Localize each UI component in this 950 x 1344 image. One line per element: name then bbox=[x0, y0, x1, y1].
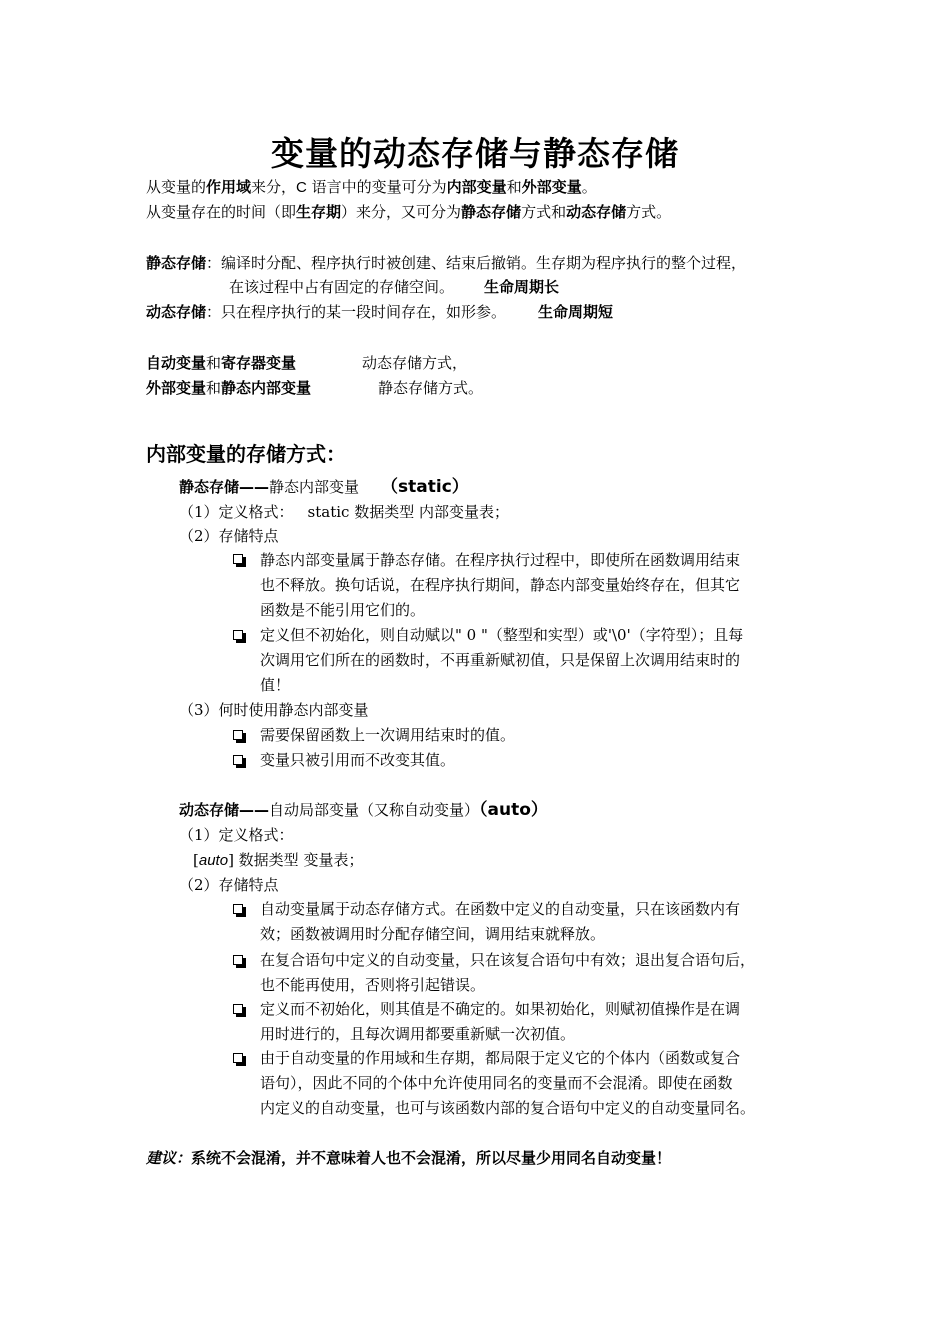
term-external-var: 外部变量 bbox=[146, 379, 207, 397]
static-def-format bbox=[179, 502, 509, 522]
intro-text: 和 bbox=[506, 178, 522, 196]
colon: ： bbox=[206, 254, 222, 272]
bullet-line: 语句），因此不同的个体中允许使用同名的变量而不会混淆。即使在函数 bbox=[260, 1074, 733, 1092]
static-def-label: 静态存储 bbox=[146, 254, 207, 272]
static-bullet-2 bbox=[260, 623, 810, 698]
intro-line-2 bbox=[146, 202, 671, 222]
colon: ： bbox=[206, 303, 222, 321]
checkbox-bullet-icon bbox=[233, 1004, 243, 1014]
dynamic-def-text: 只在程序执行的某一段时间存在，如形参。 bbox=[221, 303, 507, 321]
dynamic-def-format-code bbox=[193, 850, 363, 871]
when-bullet-1: 需要保留函数上一次调用结束时的值。 bbox=[260, 726, 516, 744]
dynamic-def-format-label: （1）定义格式： bbox=[179, 826, 294, 844]
static-def-text: 在该过程中占有固定的存储空间。 bbox=[229, 278, 455, 296]
bullet-line: 用时进行的，且每次调用都要重新赋一次初值。 bbox=[260, 1025, 576, 1043]
checkbox-bullet-icon bbox=[233, 955, 243, 965]
dynamic-features-label: （2）存储特点 bbox=[179, 876, 279, 894]
static-def-line-1 bbox=[146, 253, 746, 273]
mapping-row-1 bbox=[146, 353, 296, 373]
static-bullet-1 bbox=[260, 548, 810, 623]
mapping-result-2: 静态存储方式。 bbox=[378, 379, 484, 397]
mapping-result-1: 动态存储方式， bbox=[362, 354, 468, 372]
term-lifetime: 生存期 bbox=[296, 203, 342, 221]
dynamic-bullet-2 bbox=[260, 948, 810, 998]
bullet-line: 自动变量属于动态存储方式。在函数中定义的自动变量，只在该函数内有 bbox=[260, 900, 741, 918]
bullet-line: 由于自动变量的作用域和生存期，都局限于定义它的个体内（函数或复合 bbox=[260, 1049, 741, 1067]
intro-text: C bbox=[296, 179, 307, 196]
checkbox-bullet-icon bbox=[233, 755, 243, 765]
static-keyword: （static） bbox=[381, 477, 469, 497]
def-format-code: static 数据类型 内部变量表； bbox=[307, 503, 509, 521]
term-external-var: 外部变量 bbox=[521, 178, 582, 196]
bracket: [ bbox=[193, 851, 199, 869]
bullet-line: 静态内部变量属于静态存储。在程序执行过程中，即使所在函数调用结束 bbox=[260, 551, 741, 569]
advice-line bbox=[146, 1148, 671, 1168]
intro-text: 方式。 bbox=[626, 203, 672, 221]
when-bullet-2: 变量只被引用而不改变其值。 bbox=[260, 751, 456, 769]
dynamic-keyword: （auto） bbox=[479, 800, 548, 820]
def-code-rest: ] 数据类型 变量表； bbox=[228, 851, 364, 869]
dynamic-bullet-4 bbox=[260, 1046, 810, 1121]
static-def-text: 编译时分配、程序执行时被创建、结束后撤销。生存期为程序执行的整个过程， bbox=[221, 254, 747, 272]
section-heading: 内部变量的存储方式： bbox=[146, 442, 346, 466]
auto-keyword: auto bbox=[198, 852, 229, 869]
bullet-line: 函数是不能引用它们的。 bbox=[260, 601, 426, 619]
intro-text: 从变量的 bbox=[146, 178, 207, 196]
bullet-line: 也不能再使用，否则将引起错误。 bbox=[260, 976, 486, 994]
bullet-line: 内定义的自动变量，也可与该函数内部的复合语句中定义的自动变量同名。 bbox=[260, 1099, 756, 1117]
bullet-line: 定义而不初始化，则其值是不确定的。如果初始化，则赋初值操作是在调 bbox=[260, 1000, 741, 1018]
advice-label: 建议： bbox=[146, 1149, 192, 1167]
checkbox-bullet-icon bbox=[233, 554, 243, 564]
bullet-line: 值！ bbox=[260, 676, 291, 694]
dynamic-section-heading bbox=[179, 800, 548, 820]
def-format-label: （1）定义格式： bbox=[179, 503, 294, 521]
term-static-storage: 静态存储 bbox=[461, 203, 522, 221]
dynamic-def-label: 动态存储 bbox=[146, 303, 207, 321]
dynamic-heading-rest: 自动局部变量（又称自动变量） bbox=[269, 801, 480, 819]
dynamic-bullet-3 bbox=[260, 997, 810, 1047]
mapping-text: 和 bbox=[206, 354, 222, 372]
bullet-line: 也不释放。换句话说，在程序执行期间，静态内部变量始终存在，但其它 bbox=[260, 576, 741, 594]
checkbox-bullet-icon bbox=[233, 630, 243, 640]
static-section-heading bbox=[179, 477, 469, 497]
term-scope: 作用域 bbox=[206, 178, 252, 196]
static-def-line-2 bbox=[229, 277, 559, 297]
dynamic-lifetime-tag: 生命周期短 bbox=[538, 303, 614, 321]
mapping-text: 和 bbox=[206, 379, 222, 397]
dynamic-heading-bold: 动态存储—— bbox=[179, 801, 270, 819]
checkbox-bullet-icon bbox=[233, 730, 243, 740]
checkbox-bullet-icon bbox=[233, 1053, 243, 1063]
intro-text: 方式和 bbox=[521, 203, 567, 221]
static-features-label: （2）存储特点 bbox=[179, 527, 279, 545]
term-dynamic-storage: 动态存储 bbox=[566, 203, 627, 221]
static-heading-rest: 静态内部变量 bbox=[269, 478, 360, 496]
intro-text: 语言中的变量可分为 bbox=[306, 178, 447, 196]
intro-text: 从变量存在的时间（即 bbox=[146, 203, 297, 221]
mapping-row-2 bbox=[146, 378, 311, 398]
static-lifetime-tag: 生命周期长 bbox=[484, 278, 560, 296]
term-auto-var: 自动变量 bbox=[146, 354, 207, 372]
term-register-var: 寄存器变量 bbox=[221, 354, 297, 372]
static-heading-bold: 静态存储—— bbox=[179, 478, 270, 496]
intro-line-1 bbox=[146, 177, 597, 198]
dynamic-bullet-1 bbox=[260, 897, 810, 947]
checkbox-bullet-icon bbox=[233, 904, 243, 914]
intro-text: 来分， bbox=[251, 178, 297, 196]
page-title: 变量的动态存储与静态存储 bbox=[271, 134, 679, 173]
dynamic-def-line bbox=[146, 302, 613, 322]
term-internal-var: 内部变量 bbox=[446, 178, 507, 196]
bullet-line: 次调用它们所在的函数时，不再重新赋初值，只是保留上次调用结束时的 bbox=[260, 651, 741, 669]
intro-text: ）来分，又可分为 bbox=[341, 203, 462, 221]
advice-text: 系统不会混淆，并不意味着人也不会混淆，所以尽量少用同名自动变量！ bbox=[191, 1149, 672, 1167]
intro-text: 。 bbox=[581, 178, 597, 196]
bullet-line: 在复合语句中定义的自动变量，只在该复合语句中有效；退出复合语句后， bbox=[260, 951, 756, 969]
bullet-line: 定义但不初始化，则自动赋以" 0 "（整型和实型）或'\0'（字符型）；且每 bbox=[260, 626, 744, 644]
term-static-internal-var: 静态内部变量 bbox=[221, 379, 312, 397]
bullet-line: 效；函数被调用时分配存储空间，调用结束就释放。 bbox=[260, 925, 606, 943]
static-when-label: （3）何时使用静态内部变量 bbox=[179, 701, 369, 719]
